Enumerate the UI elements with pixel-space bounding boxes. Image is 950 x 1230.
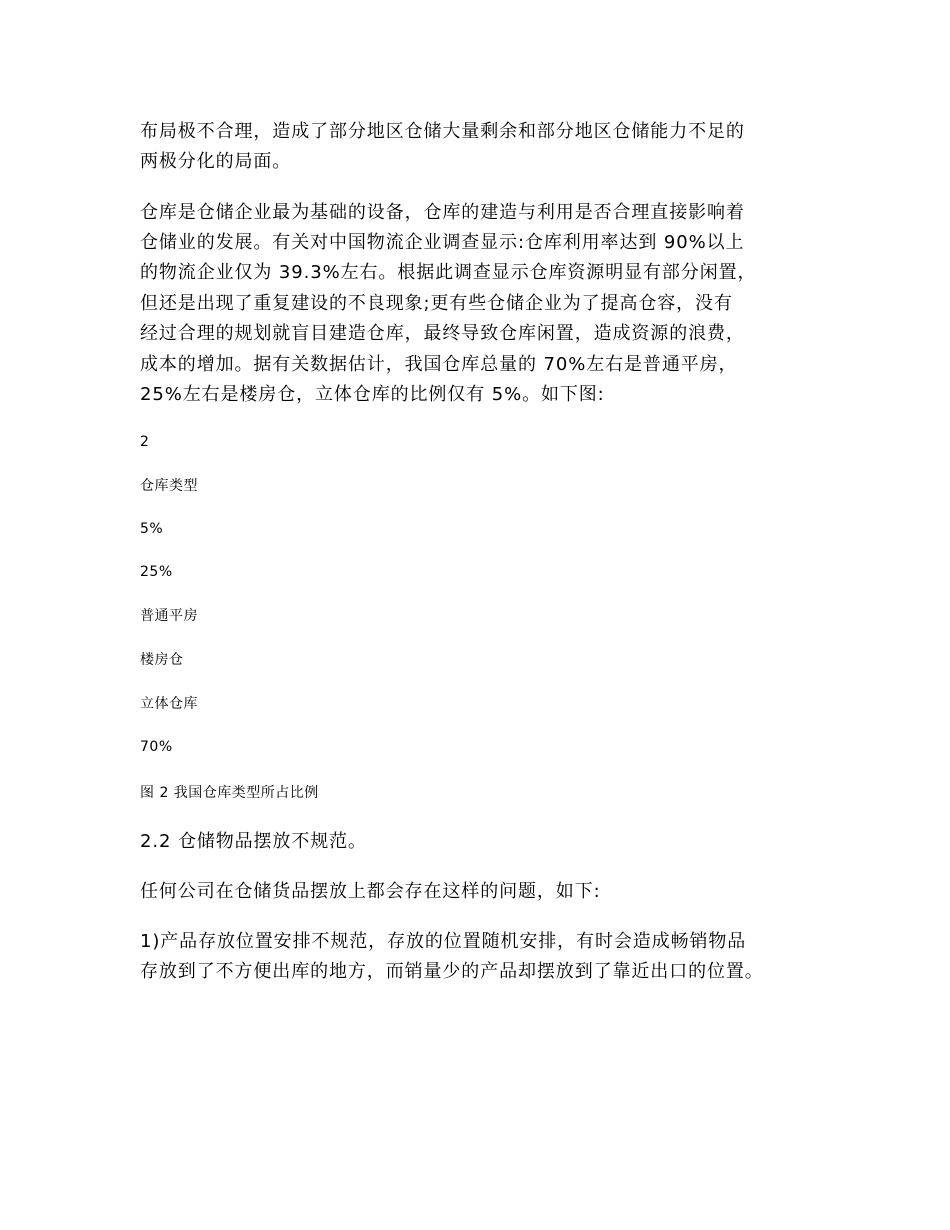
paragraph-2-line-1: 仓库是仓储企业最为基础的设备，仓库的建造与利用是否合理直接影响着 [140, 202, 745, 223]
paragraph-1-line-2: 两极分化的局面。 [140, 151, 292, 172]
paragraph-2-line-7: 25%左右是楼房仓，立体仓库的比例仅有 5%。如下图: [140, 384, 605, 405]
paragraph-4-line-1: 1)产品存放位置安排不规范，存放的位置随机安排，有时会造成畅销物品 [140, 931, 747, 952]
paragraph-2-line-3: 的物流企业仅为 39.3%左右。根据此调查显示仓库资源明显有部分闲置， [140, 262, 757, 283]
pie-data-label-25: 25% [140, 564, 173, 580]
pie-data-label-5: 5% [140, 521, 164, 537]
figure-caption: 图 2 我国仓库类型所占比例 [140, 785, 319, 801]
paragraph-2-line-2: 仓储业的发展。有关对中国物流企业调查显示:仓库利用率达到 90%以上 [140, 232, 745, 253]
legend-item-3d-warehouse: 立体仓库 [140, 696, 198, 712]
legend-item-multistory: 楼房仓 [140, 652, 184, 668]
pie-data-label-70: 70% [140, 739, 173, 755]
section-heading: 2.2 仓储物品摆放不规范。 [140, 831, 367, 852]
paragraph-2-line-4: 但还是出现了重复建设的不良现象;更有些仓储企业为了提高仓容，没有 [140, 293, 733, 314]
paragraph-2-line-5: 经过合理的规划就盲目建造仓库，最终导致仓库闲置，造成资源的浪费， [140, 323, 745, 344]
paragraph-2-line-6: 成本的增加。据有关数据估计，我国仓库总量的 70%左右是普通平房， [140, 354, 738, 375]
chart-title: 仓库类型 [140, 478, 198, 494]
legend-item-ordinary-bungalow: 普通平房 [140, 608, 198, 624]
figure-number: 2 [140, 434, 150, 450]
paragraph-1-line-1: 布局极不合理，造成了部分地区仓储大量剩余和部分地区仓储能力不足的 [140, 121, 745, 142]
paragraph-4-line-2: 存放到了不方便出库的地方，而销量少的产品却摆放到了靠近出口的位置。 [140, 961, 764, 982]
paragraph-3: 任何公司在仓储货品摆放上都会存在这样的问题，如下: [140, 881, 601, 902]
